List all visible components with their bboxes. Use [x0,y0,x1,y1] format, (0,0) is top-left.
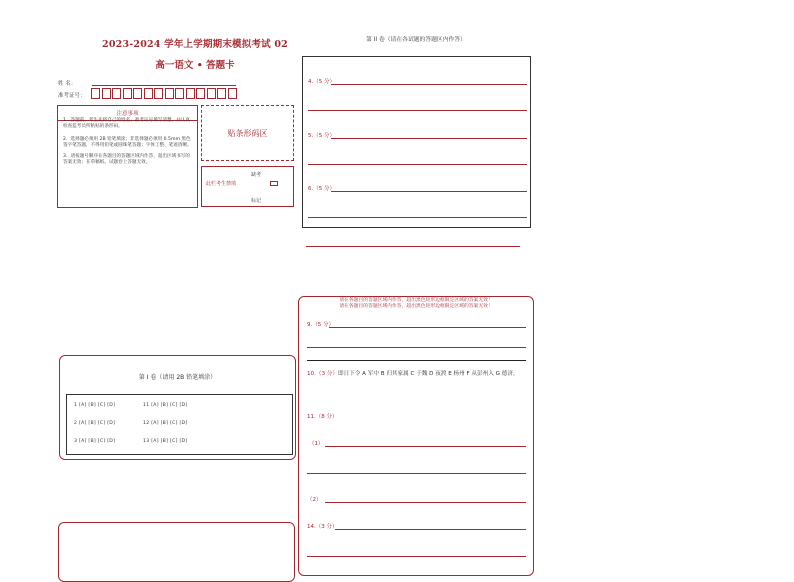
id-label: 准考证号： [58,93,86,99]
id-boxes[interactable] [91,88,237,99]
id-digit-box[interactable] [228,88,237,99]
q14-label: 14.（3 分） [307,524,338,530]
q4-label: 4.（5 分） [308,79,335,85]
absent-mark-top: 缺考 [251,172,262,178]
q11-part2-label: （2） [307,497,322,503]
warning-line-2: 请在各题目的答题区域内作答，超出黑色矩形边框限定区域的答案无效！ [339,304,493,309]
barcode-area [201,105,294,161]
q6-answer-line[interactable] [331,191,527,192]
q11-part2-line[interactable] [325,502,526,503]
id-digit-box[interactable] [217,88,226,99]
card-title: 2023-2024 学年上学期期末模拟考试 02 [102,39,288,50]
warning-line-1: 请在各题目的答题区域内作答，超出黑色矩形边框限定区域的答案无效！ [339,298,493,303]
id-digit-box[interactable] [207,88,216,99]
q5-answer-line[interactable] [331,138,527,139]
q9-answer-line-2[interactable] [307,347,526,348]
id-digit-box[interactable] [154,88,163,99]
q10-text[interactable]: 即日下令 A 军中 B 归其家属 C 于魏 D 夜渡 E 杨州 F 从彭州入 G 德济。 [338,371,519,377]
choice-row-2-right[interactable]: 12 [A] [B] [C] [D] [143,421,188,426]
card-subtitle: 高一语文 • 答题卡 [155,60,235,71]
id-digit-box[interactable] [91,88,100,99]
name-label: 姓 名： [58,81,77,87]
id-digit-box[interactable] [175,88,184,99]
id-digit-box[interactable] [133,88,142,99]
q11-part1-line-2[interactable] [307,473,526,474]
notice-heading: 注意事项 [116,111,139,117]
notice-item-3: 3．请按题号顺序在各题目的答题区域内作答，超出区域书写的答案无效；在草稿纸、试题卷上答题无效。 [63,154,190,165]
absent-mark-bottom: 标记 [251,198,262,204]
id-digit-box[interactable] [196,88,205,99]
notice-item-1: 1．答题前，考生先将自己的姓名、准考证号填写清楚，并认真检查监考员所粘贴的条形码。 [63,118,190,129]
q4-answer-line-2[interactable] [308,110,527,111]
answer-section-q9-q14 [298,296,534,576]
absent-label: 此栏考生禁填 [206,181,237,187]
notice-item-1-wrap [63,118,192,130]
notice-item-2: 2．选择题必须用 2B 铅笔填涂；非选择题必须用 0.5mm 黑色签字笔答题，不得用铅笔或圆珠笔答题；字体工整、笔迹清晰。 [63,137,192,148]
extra-answer-line[interactable] [306,246,520,247]
choice-row-1-right[interactable]: 11 [A] [B] [C] [D] [143,403,188,408]
q9-answer-line[interactable] [329,327,526,328]
q14-answer-line[interactable] [335,529,526,530]
q11-part1-line[interactable] [325,446,526,447]
choice-row-3-left[interactable]: 3 [A] [B] [C] [D] [74,439,116,444]
name-field[interactable] [92,85,236,86]
q14-answer-line-2[interactable] [307,556,526,557]
id-digit-box[interactable] [144,88,153,99]
part1-section [59,355,296,460]
answer-box-q4-q6 [302,56,531,228]
id-digit-box[interactable] [112,88,121,99]
notice-box [57,105,198,208]
id-digit-box[interactable] [123,88,132,99]
q4-answer-line[interactable] [331,84,527,85]
part2-heading: 第 II 卷（请在各试题的答题区内作答） [366,37,466,43]
part1-answer-grid [66,394,293,455]
q5-answer-line-2[interactable] [308,164,527,165]
barcode-label: 贴条形码区 [227,128,268,138]
q11-part1-label: （1） [309,441,324,447]
q10-block [307,368,527,380]
absent-box [201,166,294,207]
part1-heading: 第 I 卷（请用 2B 铅笔填涂） [138,374,217,381]
q6-answer-line-2[interactable] [308,217,527,218]
absent-checkbox[interactable] [270,181,278,186]
q9-label: 9.（5 分） [307,322,334,328]
id-digit-box[interactable] [186,88,195,99]
id-digit-box[interactable] [102,88,111,99]
choice-row-3-right[interactable]: 13 [A] [B] [C] [D] [143,439,188,444]
q11-label: 11.（8 分） [307,414,338,420]
q6-label: 6.（5 分） [308,186,335,192]
q10-label: 10.（3 分） [307,371,339,377]
q5-label: 5.（5 分） [308,133,335,139]
id-digit-box[interactable] [165,88,174,99]
q9-divider [307,360,526,361]
choice-row-1-left[interactable]: 1 [A] [B] [C] [D] [74,403,116,408]
next-section-box [58,522,295,582]
choice-row-2-left[interactable]: 2 [A] [B] [C] [D] [74,421,116,426]
